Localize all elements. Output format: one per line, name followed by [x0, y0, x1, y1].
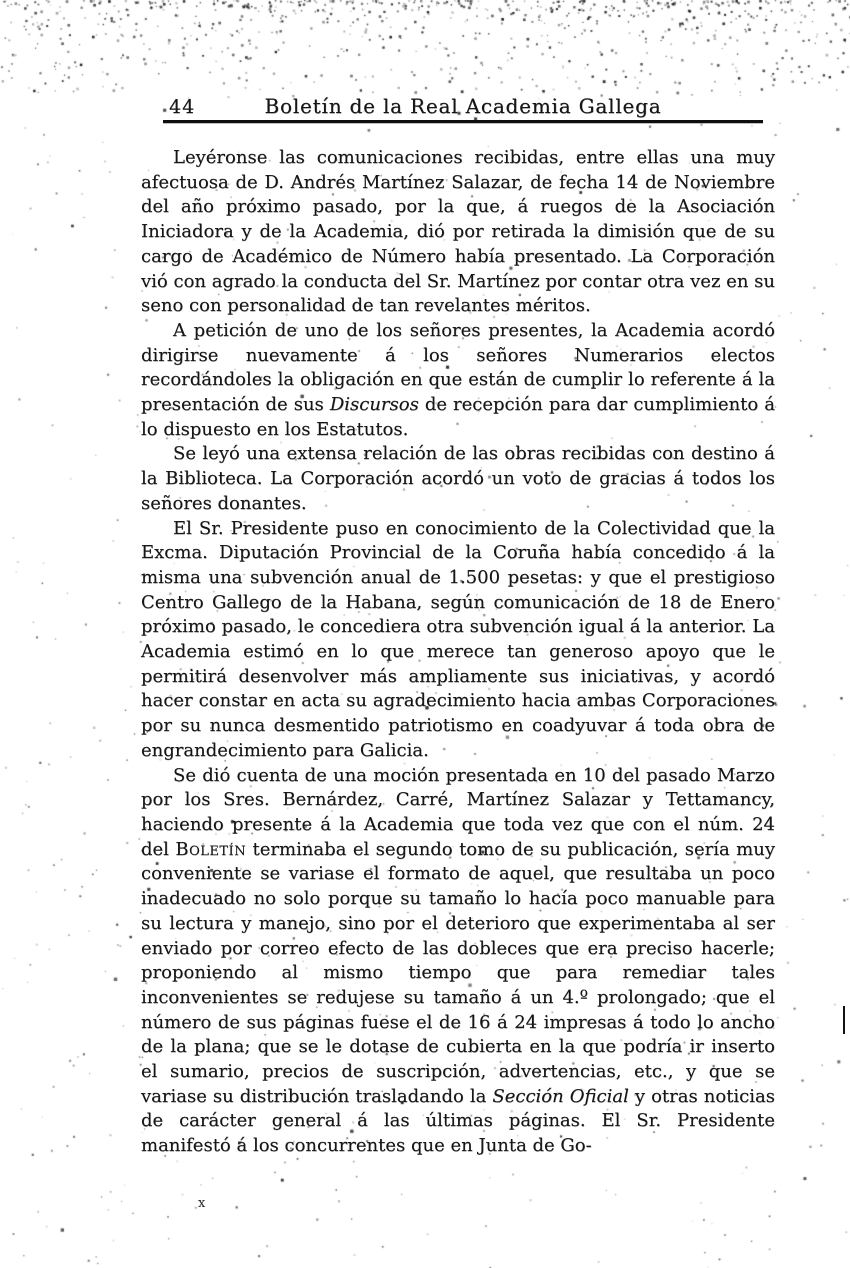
text-segment: y otras noticias de carácter general á las últimas páginas. El Sr. Presidente manifestó á los concurrentes que en Junta de Go- [141, 1085, 775, 1157]
page-header [163, 94, 763, 118]
text-block [141, 146, 775, 1159]
paragraph [141, 517, 775, 764]
text-segment: terminaba el segundo tomo de su publicación, sería muy conveniente se variase el formato de aquel, que resultaba un poco inadecuado no solo porque su tamaño lo hacía poco manuable para su lectura y manejo, sino por el deterioro que experimentaba al ser enviado por correo efecto de las dobleces que era preciso hacerle; proponiendo al mismo tiempo que para remediar tales inconvenientes se redujese su tamaño á un 4.º prolongado; que el número de sus páginas fuese el de 16 á 24 impresas á todo lo ancho de la plana; que se le dotase de cubierta en la que podría ir inserto el sumario, precios de suscripción, advertencias, etc., y que se variase su distribución trasladando la [141, 838, 775, 1107]
scan-artifact-mark: x [198, 1196, 206, 1211]
text-segment: Se leyó una extensa relación de las obras recibidas con destino á la Biblioteca. La Corporación acordó un voto de gracias á todos los señores donantes. [141, 443, 775, 514]
scan-artifact-line [843, 1006, 845, 1034]
text-segment: Se dió cuenta de una moción presentada en 10 del pasado Marzo por los Sres. Bernárdez, Carré, Martínez Salazar y Tettamancy, haciendo presente á la Academia que toda vez que con el núm. 24 del [141, 764, 775, 860]
text-segment: A petición de uno de los señores presentes, la Academia acordó dirigirse nuevamente á los señores Numerarios electos recordándoles la obligación en que están de cumplir lo referente á la presentación de sus [141, 319, 775, 416]
paragraph [141, 146, 775, 319]
text-segment: El Sr. Presidente puso en conocimiento de la Colectividad que la Excma. Diputación Provincial de la Coruña había concedido á la misma una subvención anual de 1.500 pesetas: y que el prestigioso Centro Gallego de la Habana, según comunicación de 18 de Enero próximo pasado, le concediera otra subvención igual á la anterior. La Academia estimó en lo que merece tan generoso apoyo que le permitirá desenvolver más ampliamente sus iniciativas, y acordó hacer constar en acta su agradecimiento hacia ambas Corporaciones por su nunca desmentido patriotismo en coadyuvar á toda obra de engrandecimiento para Galicia. [141, 517, 775, 761]
text-segment: Leyéronse las comunicaciones recibidas, entre ellas una muy afectuosa de D. Andrés Martínez Salazar, de fecha 14 de Noviembre del año próximo pasado, por la que, á ruegos de la Asociación Iniciadora y de la Academia, dió por retirada la dimisión que de su cargo de Académico de Número había presentado. La Corporación vió con agrado la conducta del Sr. Martínez por contar otra vez en su seno con personalidad de tan revelantes méritos. [141, 147, 775, 317]
text-segment-italic: Discursos [329, 394, 419, 416]
text-segment-smallcaps: Boletín [175, 838, 247, 860]
running-title: Boletín de la Real Academia Gallega [264, 94, 662, 118]
paragraph [141, 319, 775, 443]
header-rule [163, 120, 763, 123]
paragraph [141, 442, 775, 516]
text-segment: de recepción para dar cumplimiento á lo dispuesto en los Estatutos. [141, 394, 776, 440]
text-segment-italic: Sección Oficial [492, 1085, 629, 1107]
page-number: 44 [169, 96, 196, 118]
paragraph [141, 764, 775, 1159]
